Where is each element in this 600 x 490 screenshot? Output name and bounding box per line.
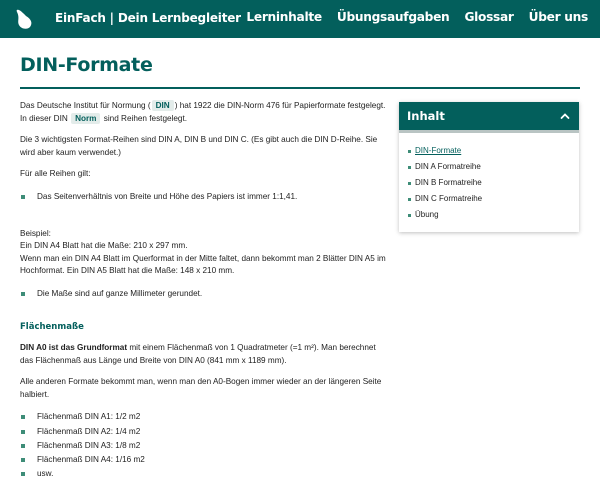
all-series-label: Für alle Reihen gilt: — [20, 169, 91, 178]
toc-link[interactable]: DIN B Formatreihe — [415, 178, 482, 187]
series-paragraph: Die 3 wichtigsten Format-Reihen sind DIN A, DIN B und DIN C. (Es gibt auch die DIN D-Reihe. Sie wird aber kaum verwendet.) — [20, 135, 378, 157]
brand-title[interactable]: EinFach | Dein Lernbegleiter — [55, 11, 241, 25]
toc-link[interactable]: Übung — [415, 210, 439, 219]
main-nav — [246, 10, 588, 24]
intro-text-a: Das Deutsche Institut für Normung ( — [20, 101, 151, 110]
nav-glossar[interactable]: Glossar — [464, 10, 514, 24]
title-divider — [20, 87, 580, 89]
page-title: DIN-Formate — [20, 54, 153, 76]
example-label: Beispiel: — [20, 228, 51, 238]
chevron-up-icon[interactable] — [560, 111, 570, 121]
rounding-list — [20, 287, 388, 301]
nav-ueber-uns[interactable]: Über uns — [528, 10, 588, 24]
nav-lerninhalte[interactable]: Lerninhalte — [246, 10, 322, 24]
drop-logo-icon[interactable] — [14, 8, 36, 30]
glossary-chip-norm[interactable]: Norm — [71, 113, 100, 124]
intro-text-b: ) hat 1922 die DIN-Norm 476 für Papierformate festgelegt. In dieser DIN — [20, 101, 386, 123]
example-line-2: Wenn man ein DIN A4 Blatt im Querformat in der Mitte faltet, dann bekommt man 2 Blätter DIN A5 im Hochformat. Ein DIN A5 Blatt hat die Maße: 148 x 210 mm. — [20, 253, 386, 276]
grundformat-text: mit einem Flächenmaß von 1 Quadratmeter (=1 m²). Man berechnet das Flächenmaß aus Länge und Breite von DIN A0 (841 mm x 1189 mm). — [20, 343, 376, 365]
toc-header[interactable] — [399, 102, 579, 133]
toc-item-din-c[interactable] — [408, 191, 579, 207]
grundformat-paragraph — [20, 342, 388, 367]
toc-item-din-formate[interactable] — [408, 143, 579, 159]
toc-item-uebung[interactable] — [408, 207, 579, 223]
toc-link[interactable]: DIN C Formatreihe — [415, 194, 483, 203]
list-item: Flächenmaß DIN A3: 1/8 m2 — [20, 439, 388, 453]
example-block — [20, 228, 388, 278]
list-item: Die Maße sind auf ganze Millimeter gerundet. — [20, 287, 388, 301]
toc-link[interactable]: DIN A Formatreihe — [415, 162, 481, 171]
toc-link[interactable]: DIN-Formate — [415, 146, 462, 155]
list-item: Flächenmaß DIN A4: 1/16 m2 — [20, 453, 388, 467]
top-navigation-bar — [0, 0, 600, 38]
nav-uebungsaufgaben[interactable]: Übungsaufgaben — [336, 10, 450, 24]
area-list — [20, 410, 388, 481]
list-item: Das Seitenverhältnis von Breite und Höhe des Papiers ist immer 1:1,41. — [20, 190, 388, 204]
example-line-1: Ein DIN A4 Blatt hat die Maße: 210 x 297 mm. — [20, 241, 188, 251]
list-item: usw. — [20, 467, 388, 481]
section-heading-flaechenmasse: Flächenmaße — [20, 321, 84, 332]
table-of-contents — [399, 102, 579, 232]
rules-list — [20, 190, 388, 204]
article-content — [20, 100, 388, 490]
glossary-chip-din[interactable]: DIN — [152, 100, 174, 111]
intro-text-c: sind Reihen festgelegt. — [103, 113, 188, 123]
toc-item-din-a[interactable] — [408, 159, 579, 175]
intro-paragraph — [20, 100, 388, 125]
grundformat-bold: DIN A0 ist das Grundformat — [20, 343, 128, 353]
toc-title: Inhalt — [407, 109, 445, 123]
list-item: Flächenmaß DIN A1: 1/2 m2 — [20, 410, 388, 424]
toc-list — [399, 133, 579, 223]
halving-paragraph: Alle anderen Formate bekommt man, wenn man den A0-Bogen immer wieder an der längeren Seite halbiert. — [20, 377, 382, 399]
toc-item-din-b[interactable] — [408, 175, 579, 191]
list-item: Flächenmaß DIN A2: 1/4 m2 — [20, 425, 388, 439]
